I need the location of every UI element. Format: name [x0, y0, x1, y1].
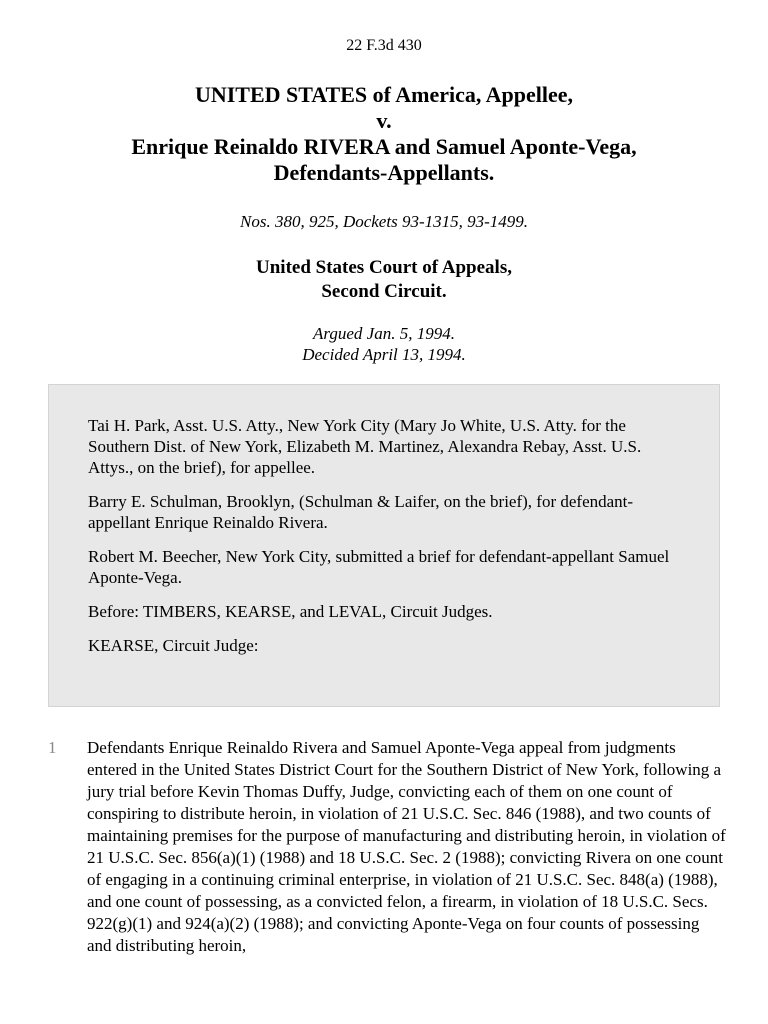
- court-name: [0, 256, 768, 304]
- opinion-paragraph: Defendants Enrique Reinaldo Rivera and Samuel Aponte-Vega appeal from judgments entered in the United States District Court for the Southern District of New York, following a jury trial before Kevin Thomas Duffy, Judge, convicting each of them on one count of conspiring to distribute heroin, in violation of 21 U.S.C. Sec. 846 (1988), and two counts of maintaining premises for the purpose of manufacturing and distributing heroin, in violation of 21 U.S.C. Sec. 856(a)(1) (1988) and 18 U.S.C. Sec. 2 (1988); convicting Rivera on one count of engaging in a continuing criminal enterprise, in violation of 21 U.S.C. Sec. 848(a) (1988), and one count of possessing, as a convicted felon, a firearm, in violation of 18 U.S.C. Secs. 922(g)(1) and 924(a)(2) (1988); and convicting Aponte-Vega on four counts of possessing and distributing heroin,: [87, 738, 726, 955]
- docket-numbers: Nos. 380, 925, Dockets 93-1315, 93-1499.: [239, 212, 529, 231]
- caption-defendants-role: Defendants-Appellants.: [273, 160, 495, 185]
- counsel-list: [88, 415, 688, 669]
- case-dates: [0, 323, 768, 365]
- court-name-line1: United States Court of Appeals,: [256, 257, 512, 278]
- case-citation: 22 F.3d 430: [346, 37, 422, 54]
- caption-defendants: Enrique Reinaldo RIVERA and Samuel Aponte-Vega,: [131, 134, 637, 159]
- caption-versus: v.: [376, 108, 392, 133]
- caption-appellee: UNITED STATES of America, Appellee,: [194, 82, 574, 107]
- argued-date: Argued Jan. 5, 1994.: [313, 324, 455, 343]
- counsel-panel: [48, 384, 720, 707]
- court-name-line2: Second Circuit.: [321, 281, 447, 302]
- case-caption: [0, 82, 768, 186]
- paragraph-number: 1: [48, 738, 57, 757]
- counsel-appellee: Tai H. Park, Asst. U.S. Atty., New York City (Mary Jo White, U.S. Atty. for the Southern Dist. of New York, Elizabeth M. Martinez, Alexandra Rebay, Asst. U.S. Attys., on the brief), for appellee.: [88, 416, 642, 477]
- counsel-rivera: Barry E. Schulman, Brooklyn, (Schulman & Laifer, on the brief), for defendant-appellant Enrique Reinaldo Rivera.: [88, 492, 634, 532]
- counsel-aponte-vega: Robert M. Beecher, New York City, submitted a brief for defendant-appellant Samuel Aponte-Vega.: [88, 547, 670, 587]
- decided-date: Decided April 13, 1994.: [302, 345, 466, 364]
- opinion-author: KEARSE, Circuit Judge:: [88, 636, 259, 655]
- panel-judges: Before: TIMBERS, KEARSE, and LEVAL, Circuit Judges.: [88, 602, 493, 621]
